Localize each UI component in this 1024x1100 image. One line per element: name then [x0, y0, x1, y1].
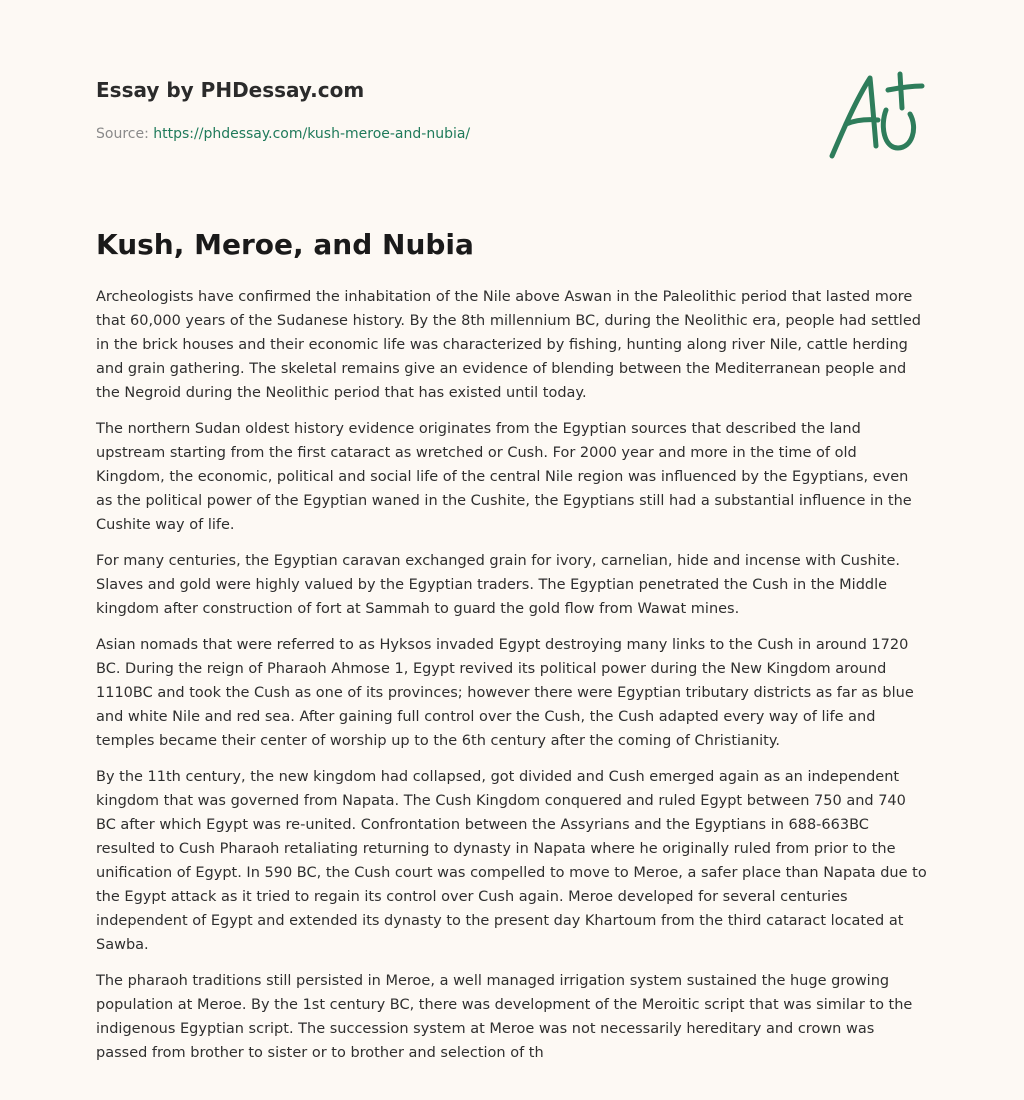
source-link[interactable]: https://phdessay.com/kush-meroe-and-nubia/ — [153, 126, 471, 142]
essay-title: Kush, Meroe, and Nubia — [96, 228, 474, 261]
essay-paragraph: By the 11th century, the new kingdom had collapsed, got divided and Cush emerged again as an independent kingdom that was governed from Napata. The Cush Kingdom conquered and ruled Egypt between 750 and 740 BC after which Egypt was re-united. Confrontation between the Assyrians and the Egyptians in 688-663BC resulted to Cush Pharaoh retaliating returning to dynasty in Napata where he originally ruled from prior to the unification of Egypt. In 590 BC, the Cush court was compelled to move to Meroe, a safer place than Napata due to the Egypt attack as it tried to regain its control over Cush again. Meroe developed for several centuries independent of Egypt and extended its dynasty to the present day Khartoum from the third cataract located at Sawba. — [96, 769, 927, 953]
a-plus-grade-icon — [826, 68, 926, 164]
source-line — [96, 124, 928, 144]
essay-paragraph: For many centuries, the Egyptian caravan exchanged grain for ivory, carnelian, hide and incense with Cushite. Slaves and gold were highly valued by the Egyptian traders. The Egyptian penetrated the Cush in the Middle kingdom after construction of fort at Sammah to guard the gold flow from Wawat mines. — [96, 553, 900, 617]
essay-body — [96, 285, 928, 1077]
essay-paragraph: Archeologists have confirmed the inhabitation of the Nile above Aswan in the Paleolithic period that lasted more that 60,000 years of the Sudanese history. By the 8th millennium BC, during the Neolithic era, people had settled in the brick houses and their economic life was characterized by fishing, hunting along river Nile, cattle herding and grain gathering. The skeletal remains give an evidence of blending between the Mediterranean people and the Negroid during the Neolithic period that has existed until today. — [96, 289, 921, 401]
essay-paragraph: The northern Sudan oldest history evidence originates from the Egyptian sources that described the land upstream starting from the first cataract as wretched or Cush. For 2000 year and more in the time of old Kingdom, the economic, political and social life of the central Nile region was influenced by the Egyptians, even as the political power of the Egyptian waned in the Cushite, the Egyptians still had a substantial influence in the Cushite way of life. — [96, 421, 912, 533]
essay-paragraph: The pharaoh traditions still persisted in Meroe, a well managed irrigation system sustained the huge growing population at Meroe. By the 1st century BC, there was development of the Meroitic script that was similar to the indigenous Egyptian script. The succession system at Meroe was not necessarily hereditary and crown was passed from brother to sister or to brother and selection of th — [96, 973, 913, 1061]
page-header — [96, 76, 928, 144]
source-label: Source: — [96, 126, 154, 142]
essay-paragraph: Asian nomads that were referred to as Hyksos invaded Egypt destroying many links to the Cush in around 1720 BC. During the reign of Pharaoh Ahmose 1, Egypt revived its political power during the New Kingdom around 1110BC and took the Cush as one of its provinces; however there were Egyptian tributary districts as far as blue and white Nile and red sea. After gaining full control over the Cush, the Cush adapted every way of life and temples became their center of worship up to the 6th century after the coming of Christianity. — [96, 637, 914, 749]
site-brand: Essay by PHDessay.com — [96, 78, 365, 102]
